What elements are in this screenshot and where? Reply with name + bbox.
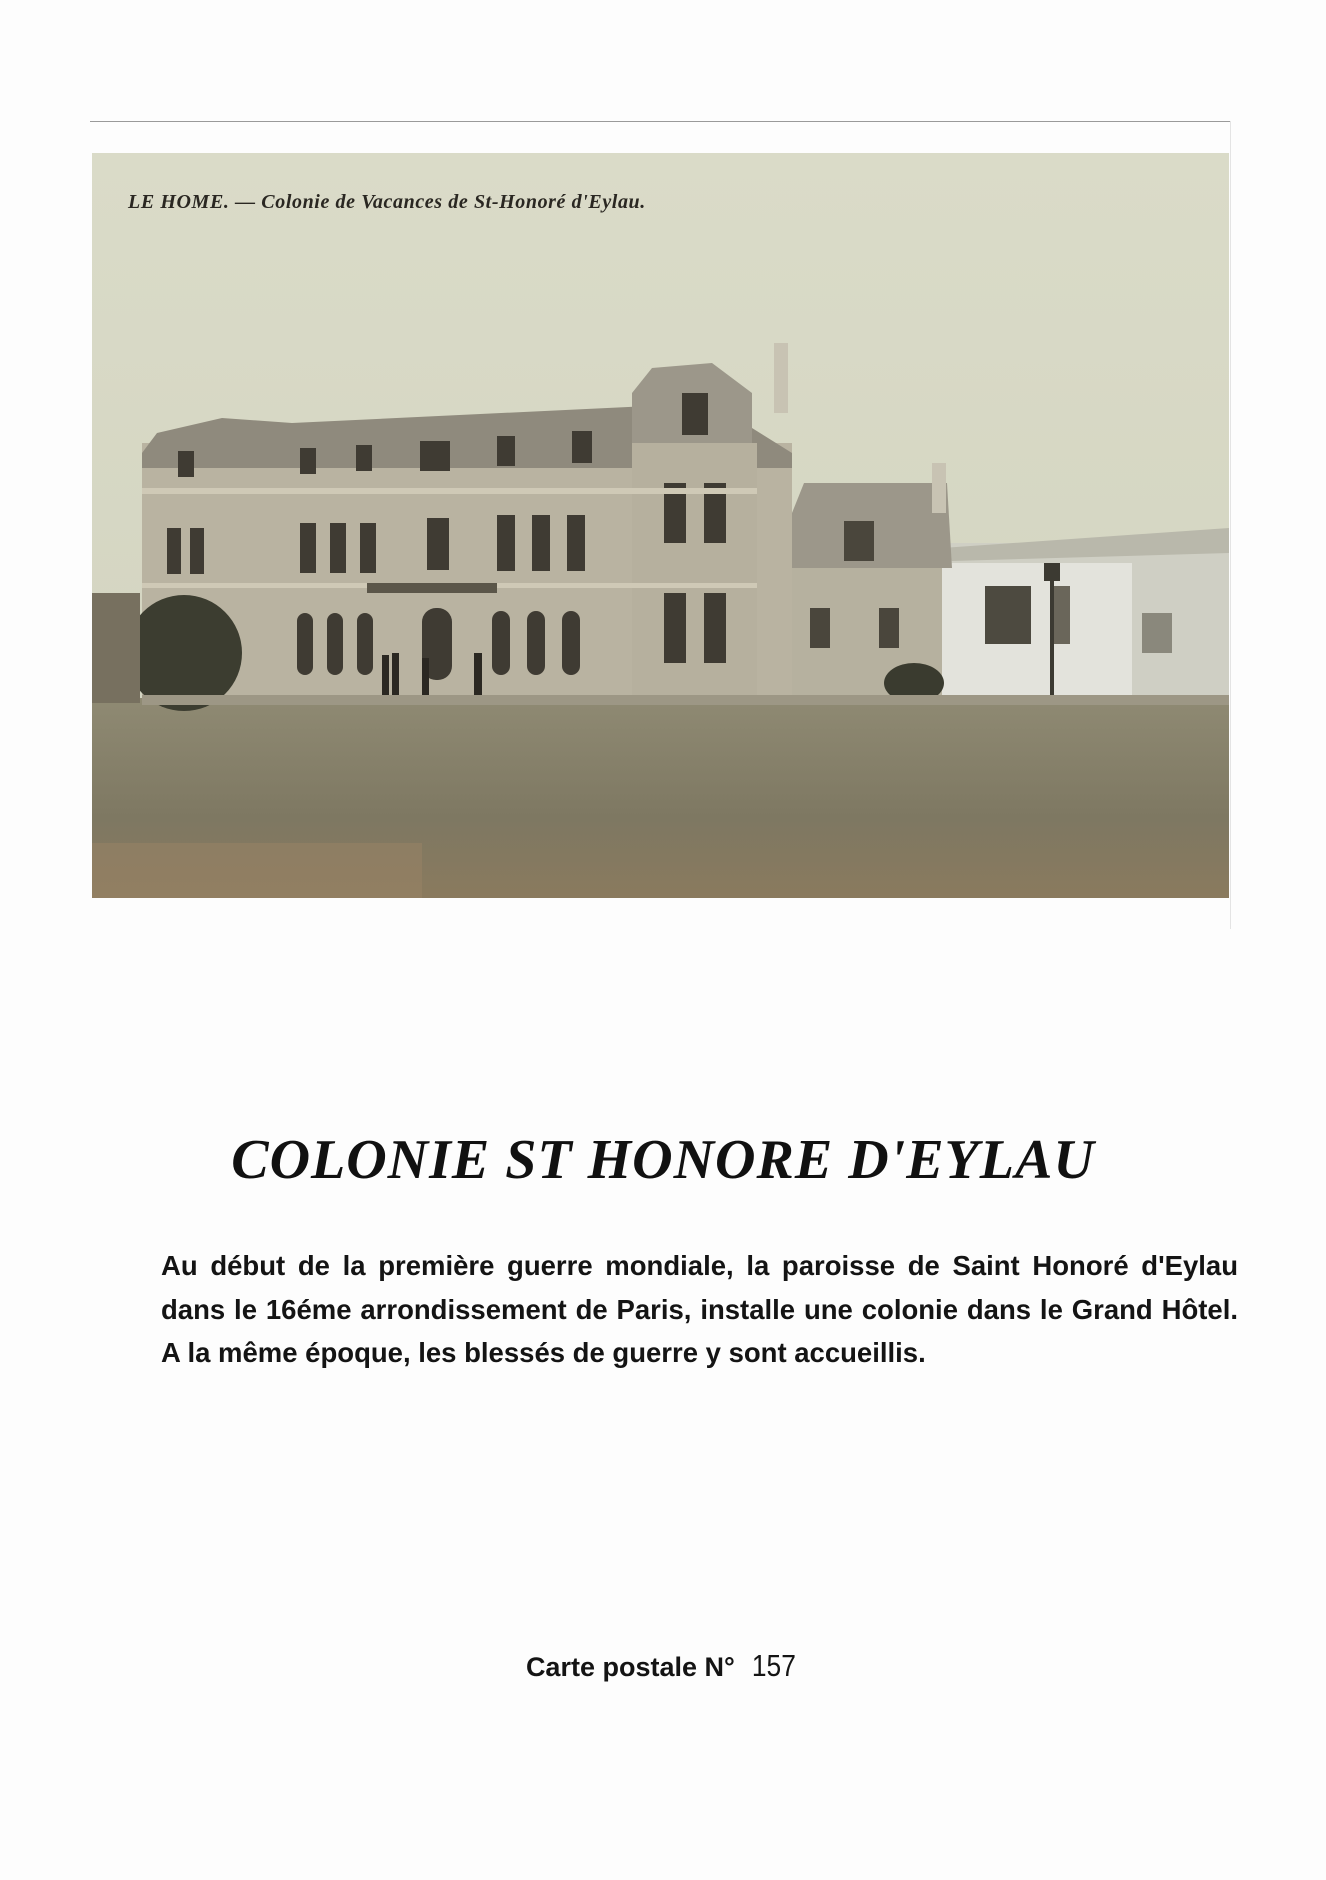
side-rule — [1230, 121, 1231, 929]
hotel-building-illustration — [92, 153, 1229, 898]
footer-label: Carte postale N° — [525, 1652, 735, 1682]
postcard-number-footer — [0, 1648, 1326, 1684]
page-title: COLONIE ST HONORE D'EYLAU — [231, 1129, 1095, 1191]
body-paragraph: Au début de la première guerre mondiale, la paroisse de Saint Honoré d'Eylau dans le 16éme arrondissement de Paris, installe une colonie dans le Grand Hôtel. A la même époque, les blessés de guerre y sont accueillis. — [161, 1250, 1238, 1368]
postcard-photo — [92, 153, 1229, 898]
postcard-caption: LE HOME. — Colonie de Vacances de St-Honoré d'Eylau. — [128, 191, 646, 213]
top-rule — [90, 121, 1230, 122]
postcard-number: 157 — [752, 1648, 797, 1683]
